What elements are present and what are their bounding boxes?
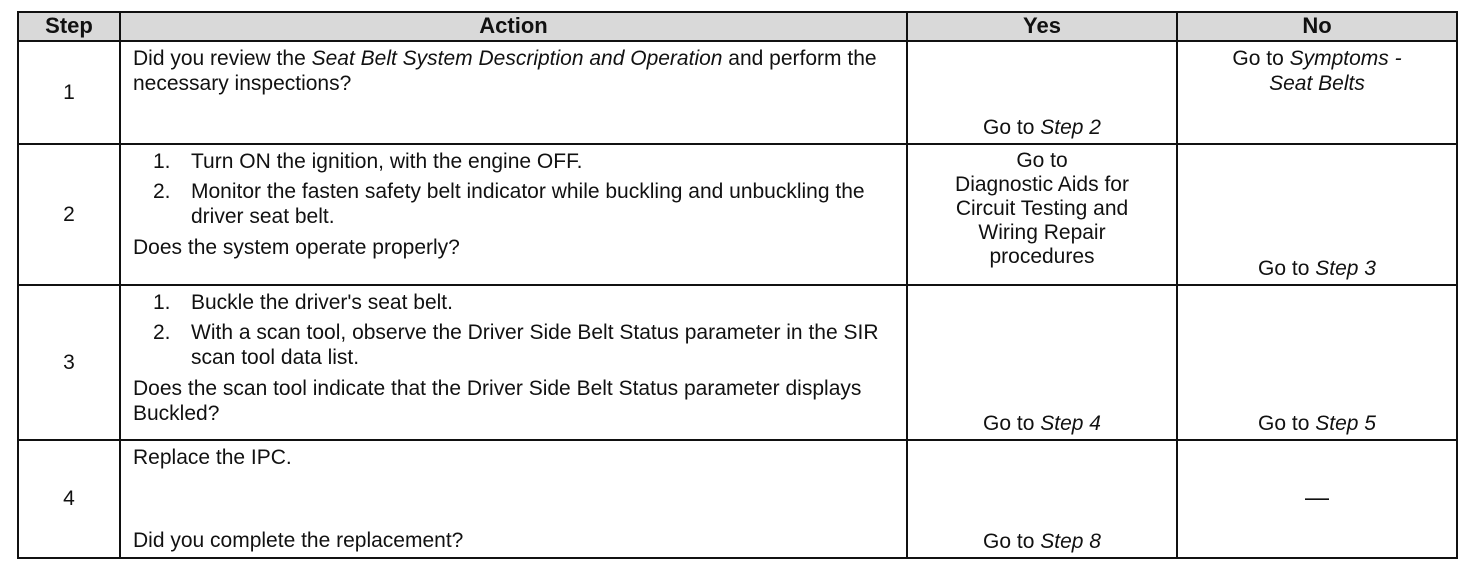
- yes-link[interactable]: Wiring Repair: [978, 220, 1106, 244]
- header-yes: Yes: [907, 12, 1177, 41]
- table-row: [18, 144, 1457, 285]
- table-row: [18, 440, 1457, 558]
- yes-cell: [907, 440, 1177, 558]
- list-item: 1. Turn ON the ignition, with the engine OFF.: [153, 150, 583, 173]
- yes-text: Go to: [983, 529, 1041, 553]
- step-number: 3: [18, 285, 120, 440]
- no-dash: —: [1305, 484, 1329, 512]
- header-step: Step: [18, 12, 120, 41]
- header-action: Action: [120, 12, 907, 41]
- yes-link[interactable]: procedures: [989, 244, 1095, 268]
- action-cell: [120, 144, 907, 285]
- list-item: 1. Buckle the driver's seat belt.: [153, 291, 453, 314]
- action-text: Replace the IPC.: [133, 446, 292, 469]
- step-number: 4: [18, 440, 120, 558]
- no-text: Go to: [1258, 256, 1316, 280]
- yes-text: Go to: [983, 411, 1041, 435]
- step-number: 2: [18, 144, 120, 285]
- table-row: [18, 41, 1457, 144]
- yes-link[interactable]: Step 8: [1040, 529, 1101, 553]
- no-cell: [1177, 41, 1457, 144]
- action-question: Does the scan tool indicate that the Driver Side Belt Status parameter displays Buckled?: [133, 376, 862, 425]
- action-question: Did you complete the replacement?: [133, 528, 464, 552]
- action-cell: [120, 285, 907, 440]
- yes-cell: [907, 41, 1177, 144]
- no-link[interactable]: Step 5: [1315, 411, 1376, 435]
- action-cell: [120, 440, 907, 558]
- header-row: [18, 12, 1457, 41]
- action-text: and perform the necessary inspections?: [133, 47, 877, 96]
- no-link[interactable]: Symptoms -: [1289, 47, 1402, 70]
- no-text: Go to: [1258, 411, 1316, 435]
- yes-link[interactable]: Step 2: [1040, 115, 1101, 139]
- diagnostic-table: [17, 11, 1458, 559]
- yes-text: Go to: [983, 115, 1041, 139]
- list-item: 2. With a scan tool, observe the Driver Side Belt Status parameter in the SIR scan tool data list.: [153, 321, 879, 370]
- header-no: No: [1177, 12, 1457, 41]
- no-cell: [1177, 144, 1457, 285]
- yes-text: Go to: [1016, 149, 1068, 172]
- no-text: Go to: [1232, 47, 1290, 70]
- yes-link[interactable]: Step 4: [1040, 411, 1101, 435]
- yes-link[interactable]: Diagnostic Aids for: [955, 172, 1129, 196]
- list-item: 2. Monitor the fasten safety belt indicator while buckling and unbuckling the driver seat belt.: [153, 180, 865, 229]
- action-ref: Seat Belt System Description and Operation: [311, 47, 723, 70]
- action-text: Did you review the: [133, 47, 312, 70]
- no-link[interactable]: Seat Belts: [1269, 72, 1365, 96]
- yes-link[interactable]: Circuit Testing and: [955, 196, 1129, 220]
- action-cell: [120, 41, 907, 144]
- table-row: [18, 285, 1457, 440]
- action-question: Does the system operate properly?: [133, 235, 460, 259]
- no-cell: [1177, 285, 1457, 440]
- yes-cell: [907, 285, 1177, 440]
- step-number: 1: [18, 41, 120, 144]
- no-cell: [1177, 440, 1457, 558]
- yes-cell: [907, 144, 1177, 285]
- no-link[interactable]: Step 3: [1315, 256, 1376, 280]
